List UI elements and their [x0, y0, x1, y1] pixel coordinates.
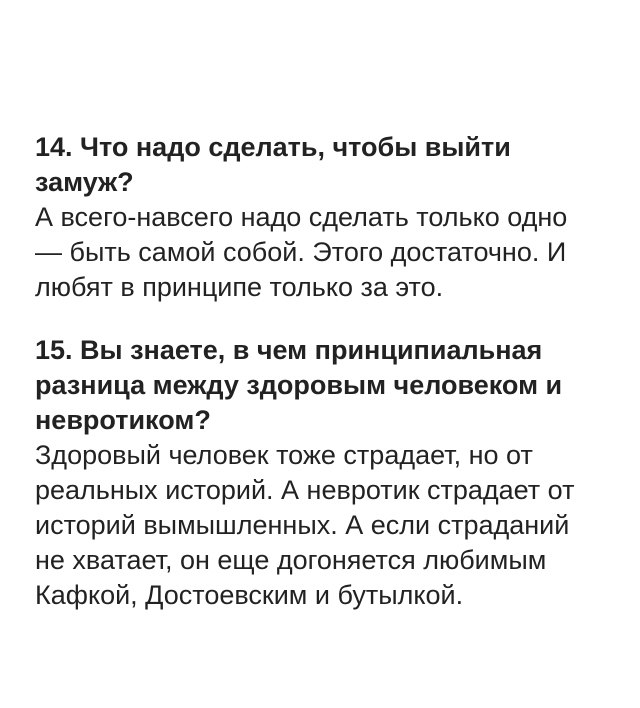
text-content — [35, 130, 593, 613]
qa-item-15 — [35, 333, 593, 613]
question-15-heading: 15. Вы знаете, в чем принципиальная разница между здоровым человеком и невротиком? — [35, 335, 563, 435]
answer-14-text: А всего-навсего надо сделать только одно — быть самой собой. Этого достаточно. И любят в принципе только за это. — [35, 202, 568, 302]
qa-item-14 — [35, 130, 593, 305]
question-14-heading: 14. Что надо сделать, чтобы выйти замуж? — [35, 132, 511, 197]
answer-15-text: Здоровый человек тоже страдает, но от реальных историй. А невротик страдает от историй вымышленных. А если страданий не хватает, он еще догоняется любимым Кафкой, Достоевским и бутылкой. — [35, 440, 575, 610]
